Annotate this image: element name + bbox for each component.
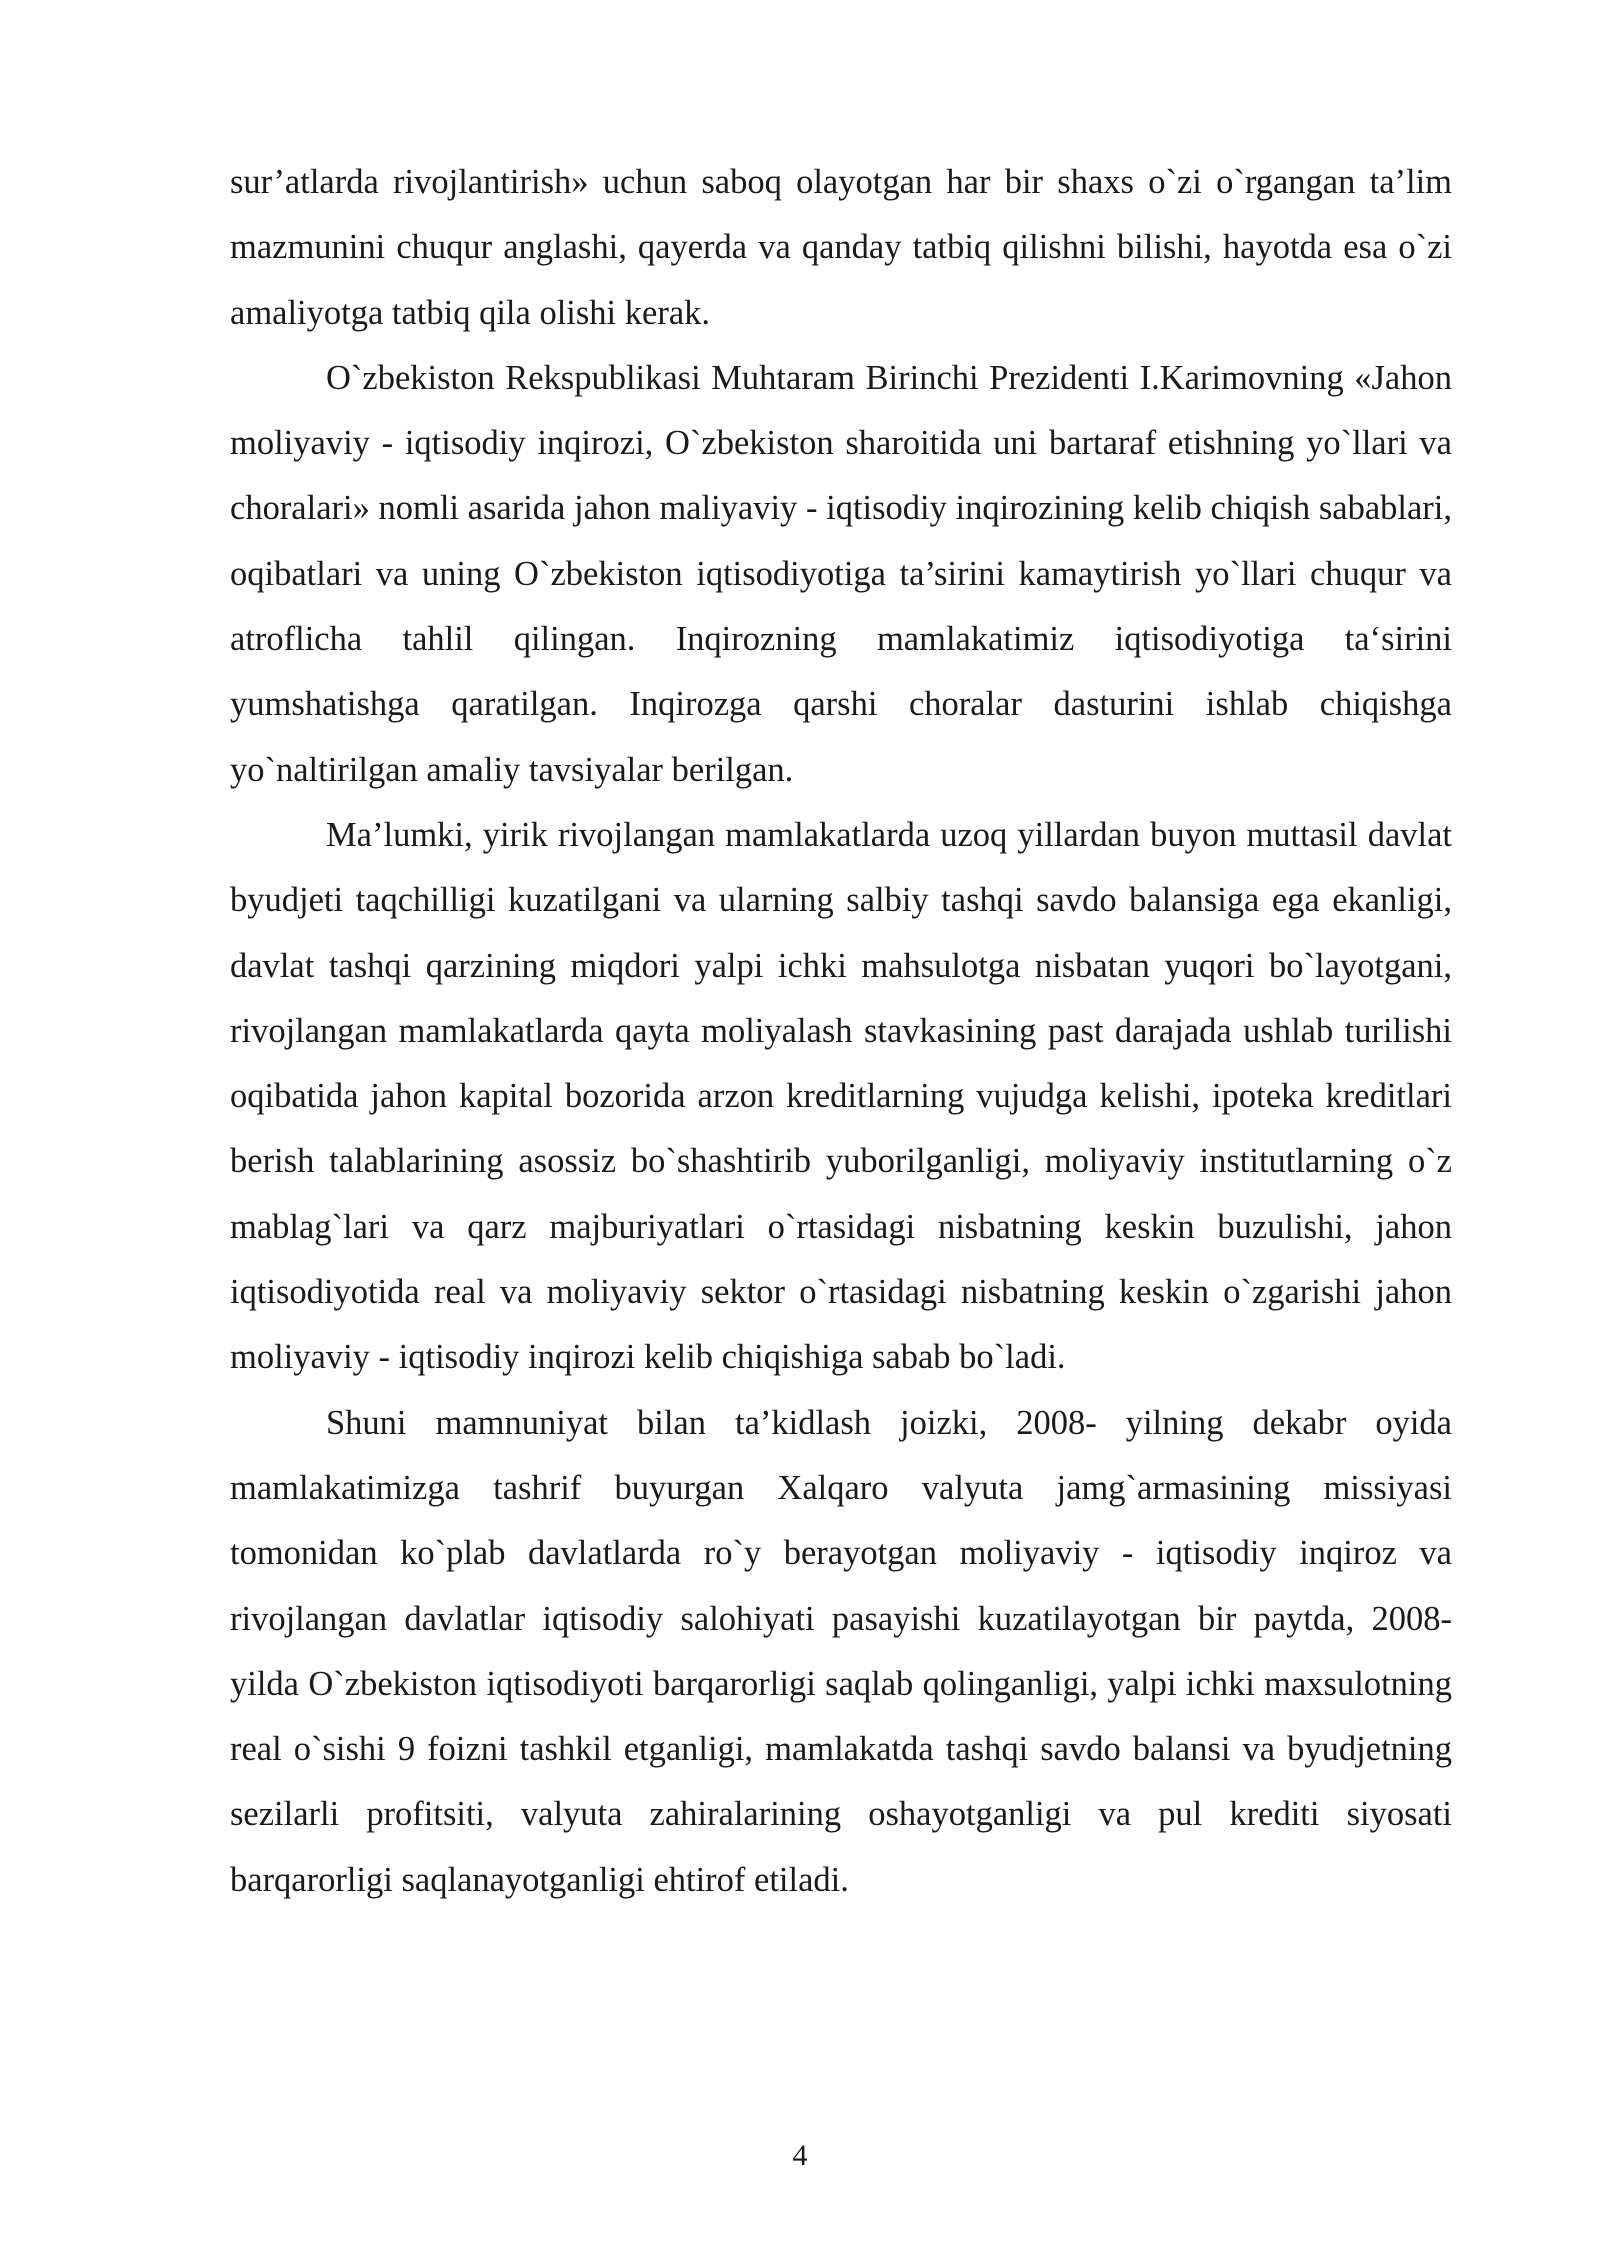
- body-text: [230, 150, 1452, 1913]
- paragraph-2: O`zbekiston Rekspublikasi Muhtaram Birinchi Prezidenti I.Karimovning «Jahon moliyaviy - iqtisodiy inqirozi, O`zbekiston sharoitida uni bartaraf etishning yo`llari va choralari» nomli asarida jahon maliyaviy - iqtisodiy inqirozining kelib chiqish sabablari, oqibatlari va uning O`zbekiston iqtisodiyotiga ta’sirini kamaytirish yo`llari chuqur va atroflicha tahlil qilingan. Inqirozning mamlakatimiz iqtisodiyotiga ta‘sirini yumshatishga qaratilgan. Inqirozga qarshi choralar dasturini ishlab chiqishga yo`naltirilgan amaliy tavsiyalar berilgan.: [230, 358, 1452, 789]
- paragraph-1: sur’atlarda rivojlantirish» uchun saboq olayotgan har bir shaxs o`zi o`rgangan ta’lim mazmunini chuqur anglashi, qayerda va qanday tatbiq qilishni bilishi, hayotda esa o`zi amaliyotga tatbiq qila olishi kerak.: [230, 163, 1452, 332]
- paragraph-4: Shuni mamnuniyat bilan ta’kidlash joizki, 2008- yilning dekabr oyida mamlakatimizga tashrif buyurgan Xalqaro valyuta jamg`armasining missiyasi tomonidan ko`plab davlatlarda ro`y berayotgan moliyaviy - iqtisodiy inqiroz va rivojlangan davlatlar iqtisodiy salohiyati pasayishi kuzatilayotgan bir paytda, 2008- yilda O`zbekiston iqtisodiyoti barqarorligi saqlab qolinganligi, yalpi ichki maxsulotning real o`sishi 9 foizni tashkil etganligi, mamlakatda tashqi savdo balansi va byudjetning sezilarli profitsiti, valyuta zahiralarining oshayotganligi va pul krediti siyosati barqarorligi saqlanayotganligi ehtirof etiladi.: [230, 1403, 1452, 1899]
- paragraph-3: Ma’lumki, yirik rivojlangan mamlakatlarda uzoq yillardan buyon muttasil davlat byudjeti taqchilligi kuzatilgani va ularning salbiy tashqi savdo balansiga ega ekanligi, davlat tashqi qarzining miqdori yalpi ichki mahsulotga nisbatan yuqori bo`layotgani, rivojlangan mamlakatlarda qayta moliyalash stavkasining past darajada ushlab turilishi oqibatida jahon kapital bozorida arzon kreditlarning vujudga kelishi, ipoteka kreditlari berish talablarining asossiz bo`shashtirib yuborilganligi, moliyaviy institutlarning o`z mablag`lari va qarz majburiyatlari o`rtasidagi nisbatning keskin buzulishi, jahon iqtisodiyotida real va moliyaviy sektor o`rtasidagi nisbatning keskin o`zgarishi jahon moliyaviy - iqtisodiy inqirozi kelib chiqishiga sabab bo`ladi.: [230, 815, 1452, 1377]
- page-number: 4: [792, 2139, 808, 2172]
